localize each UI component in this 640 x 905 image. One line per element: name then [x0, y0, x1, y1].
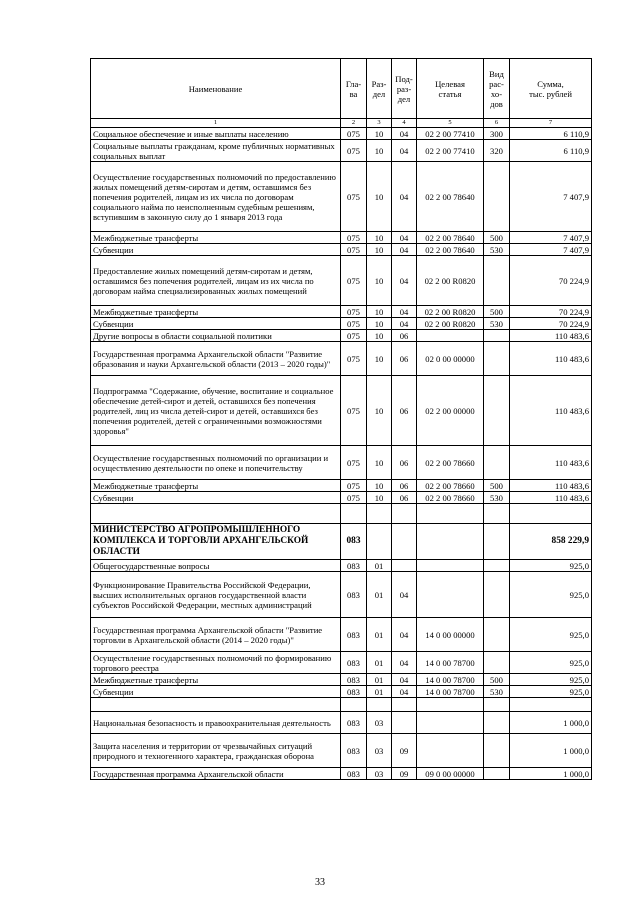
- target-cell: 02 2 00 77410: [417, 140, 484, 162]
- name-cell: Другие вопросы в области социальной политики: [91, 330, 341, 342]
- name-cell: Субвенции: [91, 318, 341, 330]
- vid-cell: 530: [484, 492, 510, 504]
- name-cell: Государственная программа Архангельской области "Развитие торговли в Архангельской области (2014 – 2020 годы)": [91, 618, 341, 652]
- glava-cell: 075: [341, 342, 367, 376]
- razdel-cell: 03: [367, 768, 392, 780]
- razdel-cell: 10: [367, 492, 392, 504]
- col-number: 7: [510, 119, 592, 128]
- vid-cell: 300: [484, 128, 510, 140]
- target-cell: 02 2 00 R0820: [417, 256, 484, 306]
- vid-cell: 530: [484, 318, 510, 330]
- podrazdel-cell: 09: [392, 734, 417, 768]
- header-name: Наименование: [91, 59, 341, 119]
- target-cell: 02 2 00 78660: [417, 480, 484, 492]
- sum-cell: 110 483,6: [510, 342, 592, 376]
- vid-cell: [484, 712, 510, 734]
- target-cell: 02 2 00 78660: [417, 446, 484, 480]
- glava-cell: 083: [341, 686, 367, 698]
- razdel-cell: 10: [367, 330, 392, 342]
- col-number: 1: [91, 119, 341, 128]
- glava-cell: 083: [341, 734, 367, 768]
- table-row: [91, 330, 592, 342]
- column-number-row: [91, 119, 592, 128]
- podrazdel-cell: 04: [392, 686, 417, 698]
- podrazdel-cell: 06: [392, 376, 417, 446]
- sum-cell: 110 483,6: [510, 492, 592, 504]
- sum-cell: 70 224,9: [510, 318, 592, 330]
- empty-cell: [392, 698, 417, 712]
- table-row: [91, 446, 592, 480]
- col-number: 5: [417, 119, 484, 128]
- razdel-cell: 10: [367, 342, 392, 376]
- col-number: 4: [392, 119, 417, 128]
- name-cell: Субвенции: [91, 244, 341, 256]
- podrazdel-cell: [392, 712, 417, 734]
- page-number: 33: [315, 877, 325, 888]
- sum-cell: 70 224,9: [510, 256, 592, 306]
- vid-cell: [484, 560, 510, 572]
- sum-cell: 6 110,9: [510, 140, 592, 162]
- vid-cell: 500: [484, 480, 510, 492]
- name-cell: Межбюджетные трансферты: [91, 480, 341, 492]
- vid-cell: [484, 256, 510, 306]
- target-cell: 02 2 00 78640: [417, 232, 484, 244]
- glava-cell: 075: [341, 318, 367, 330]
- empty-cell: [91, 698, 341, 712]
- name-cell: Межбюджетные трансферты: [91, 232, 341, 244]
- name-cell: Общегосударственные вопросы: [91, 560, 341, 572]
- sum-cell: 110 483,6: [510, 376, 592, 446]
- razdel-cell: 01: [367, 618, 392, 652]
- empty-cell: [367, 504, 392, 524]
- glava-cell: 083: [341, 712, 367, 734]
- glava-cell: 083: [341, 572, 367, 618]
- name-cell: Межбюджетные трансферты: [91, 306, 341, 318]
- sum-cell: 858 229,9: [510, 524, 592, 560]
- table-row: [91, 140, 592, 162]
- glava-cell: 083: [341, 618, 367, 652]
- target-cell: 02 2 00 77410: [417, 128, 484, 140]
- razdel-cell: 10: [367, 244, 392, 256]
- podrazdel-cell: 06: [392, 342, 417, 376]
- glava-cell: 075: [341, 330, 367, 342]
- table-row: [91, 480, 592, 492]
- name-cell: Национальная безопасность и правоохранительная деятельность: [91, 712, 341, 734]
- sum-cell: 925,0: [510, 560, 592, 572]
- table-row: [91, 376, 592, 446]
- table-row: [91, 306, 592, 318]
- empty-cell: [417, 504, 484, 524]
- target-cell: 14 0 00 78700: [417, 686, 484, 698]
- name-cell: Государственная программа Архангельской области: [91, 768, 341, 780]
- podrazdel-cell: 04: [392, 674, 417, 686]
- podrazdel-cell: 04: [392, 318, 417, 330]
- target-cell: 09 0 00 00000: [417, 768, 484, 780]
- razdel-cell: [367, 524, 392, 560]
- table-row: [91, 256, 592, 306]
- name-cell: Субвенции: [91, 492, 341, 504]
- vid-cell: [484, 734, 510, 768]
- table-row: [91, 318, 592, 330]
- vid-cell: [484, 524, 510, 560]
- sum-cell: 7 407,9: [510, 244, 592, 256]
- sum-cell: 1 000,0: [510, 734, 592, 768]
- vid-cell: 500: [484, 306, 510, 318]
- glava-cell: 075: [341, 256, 367, 306]
- podrazdel-cell: 06: [392, 330, 417, 342]
- razdel-cell: 03: [367, 734, 392, 768]
- glava-cell: 075: [341, 480, 367, 492]
- table-row: [91, 128, 592, 140]
- header-podrazdel: Под- раз- дел: [392, 59, 417, 119]
- document-page: [90, 58, 591, 780]
- glava-cell: 075: [341, 244, 367, 256]
- glava-cell: 083: [341, 524, 367, 560]
- name-cell: Осуществление государственных полномочий по формированию торгового реестра: [91, 652, 341, 674]
- vid-cell: [484, 618, 510, 652]
- name-cell: Осуществление государственных полномочий по организации и осуществлению деятельности по опеке и попечительству: [91, 446, 341, 480]
- podrazdel-cell: 09: [392, 768, 417, 780]
- budget-table: [90, 58, 592, 780]
- target-cell: [417, 734, 484, 768]
- sum-cell: 925,0: [510, 674, 592, 686]
- vid-cell: 320: [484, 140, 510, 162]
- target-cell: 02 2 00 78640: [417, 162, 484, 232]
- razdel-cell: 01: [367, 686, 392, 698]
- empty-cell: [510, 504, 592, 524]
- podrazdel-cell: [392, 524, 417, 560]
- glava-cell: 075: [341, 306, 367, 318]
- glava-cell: 083: [341, 674, 367, 686]
- razdel-cell: 10: [367, 446, 392, 480]
- razdel-cell: 10: [367, 318, 392, 330]
- vid-cell: [484, 768, 510, 780]
- table-row: [91, 686, 592, 698]
- target-cell: 14 0 00 78700: [417, 652, 484, 674]
- name-cell: Осуществление государственных полномочий по предоставлению жилых помещений детям-сиротам и детям, оставшимся без попечения родителей, лицам из их числа по договорам социального найма по неисполненным судебным решениям, вступившим в законную силу до 1 января 2013 года: [91, 162, 341, 232]
- podrazdel-cell: 04: [392, 306, 417, 318]
- podrazdel-cell: 04: [392, 256, 417, 306]
- name-cell: Государственная программа Архангельской области "Развитие образования и науки Архангельской области (2013 – 2020 годы)": [91, 342, 341, 376]
- table-row: [91, 712, 592, 734]
- glava-cell: 075: [341, 162, 367, 232]
- name-cell: Субвенции: [91, 686, 341, 698]
- table-row: [91, 674, 592, 686]
- blank-row: [91, 698, 592, 712]
- target-cell: 14 0 00 78700: [417, 674, 484, 686]
- table-row: [91, 652, 592, 674]
- target-cell: [417, 560, 484, 572]
- sum-cell: 110 483,6: [510, 330, 592, 342]
- sum-cell: 70 224,9: [510, 306, 592, 318]
- vid-cell: 530: [484, 244, 510, 256]
- header-target: Целевая статья: [417, 59, 484, 119]
- razdel-cell: 10: [367, 480, 392, 492]
- razdel-cell: 10: [367, 306, 392, 318]
- vid-cell: 500: [484, 232, 510, 244]
- empty-cell: [392, 504, 417, 524]
- blank-row: [91, 504, 592, 524]
- sum-cell: 110 483,6: [510, 480, 592, 492]
- name-cell: Предоставление жилых помещений детям-сиротам и детям, оставшимся без попечения родителей, лицам из их числа по договорам найма специализированных жилых помещений: [91, 256, 341, 306]
- empty-cell: [367, 698, 392, 712]
- table-body: [91, 128, 592, 780]
- vid-cell: [484, 162, 510, 232]
- col-number: 6: [484, 119, 510, 128]
- podrazdel-cell: 04: [392, 652, 417, 674]
- target-cell: [417, 524, 484, 560]
- sum-cell: 7 407,9: [510, 162, 592, 232]
- target-cell: 02 2 00 78660: [417, 492, 484, 504]
- glava-cell: 083: [341, 768, 367, 780]
- table-row: [91, 342, 592, 376]
- header-razdel: Раз- дел: [367, 59, 392, 119]
- sum-cell: 110 483,6: [510, 446, 592, 480]
- vid-cell: [484, 446, 510, 480]
- table-row: [91, 618, 592, 652]
- razdel-cell: 10: [367, 232, 392, 244]
- target-cell: 02 2 00 R0820: [417, 306, 484, 318]
- razdel-cell: 01: [367, 572, 392, 618]
- target-cell: 02 0 00 00000: [417, 342, 484, 376]
- target-cell: [417, 712, 484, 734]
- vid-cell: [484, 342, 510, 376]
- target-cell: [417, 330, 484, 342]
- empty-cell: [341, 504, 367, 524]
- table-row: [91, 560, 592, 572]
- name-cell: Межбюджетные трансферты: [91, 674, 341, 686]
- sum-cell: 925,0: [510, 618, 592, 652]
- glava-cell: 075: [341, 140, 367, 162]
- header-vid: Вид рас- хо- дов: [484, 59, 510, 119]
- table-row: [91, 492, 592, 504]
- col-number: 3: [367, 119, 392, 128]
- table-row: [91, 524, 592, 560]
- podrazdel-cell: 04: [392, 244, 417, 256]
- sum-cell: 1 000,0: [510, 712, 592, 734]
- razdel-cell: 10: [367, 162, 392, 232]
- vid-cell: 530: [484, 686, 510, 698]
- glava-cell: 075: [341, 446, 367, 480]
- empty-cell: [91, 504, 341, 524]
- sum-cell: 7 407,9: [510, 232, 592, 244]
- glava-cell: 083: [341, 560, 367, 572]
- razdel-cell: 03: [367, 712, 392, 734]
- table-row: [91, 572, 592, 618]
- glava-cell: 083: [341, 652, 367, 674]
- name-cell: Защита населения и территории от чрезвычайных ситуаций природного и техногенного характера, гражданская оборона: [91, 734, 341, 768]
- name-cell: Функционирование Правительства Российской Федерации, высших исполнительных органов государственной власти субъектов Российской Федерации, местных администраций: [91, 572, 341, 618]
- razdel-cell: 01: [367, 652, 392, 674]
- podrazdel-cell: 04: [392, 232, 417, 244]
- table-row: [91, 232, 592, 244]
- vid-cell: [484, 376, 510, 446]
- razdel-cell: 01: [367, 674, 392, 686]
- target-cell: 02 2 00 R0820: [417, 318, 484, 330]
- podrazdel-cell: 04: [392, 618, 417, 652]
- vid-cell: 500: [484, 674, 510, 686]
- table-row: [91, 244, 592, 256]
- podrazdel-cell: 04: [392, 128, 417, 140]
- razdel-cell: 01: [367, 560, 392, 572]
- empty-cell: [341, 698, 367, 712]
- empty-cell: [484, 504, 510, 524]
- name-cell: Социальное обеспечение и иные выплаты населению: [91, 128, 341, 140]
- name-cell: Социальные выплаты гражданам, кроме публичных нормативных социальных выплат: [91, 140, 341, 162]
- table-row: [91, 162, 592, 232]
- target-cell: 02 2 00 78640: [417, 244, 484, 256]
- podrazdel-cell: 04: [392, 572, 417, 618]
- podrazdel-cell: [392, 560, 417, 572]
- sum-cell: 925,0: [510, 572, 592, 618]
- header-row: [91, 59, 592, 119]
- vid-cell: [484, 572, 510, 618]
- empty-cell: [417, 698, 484, 712]
- vid-cell: [484, 330, 510, 342]
- podrazdel-cell: 06: [392, 492, 417, 504]
- podrazdel-cell: 04: [392, 140, 417, 162]
- empty-cell: [484, 698, 510, 712]
- podrazdel-cell: 04: [392, 162, 417, 232]
- target-cell: 02 2 00 00000: [417, 376, 484, 446]
- target-cell: 14 0 00 00000: [417, 618, 484, 652]
- glava-cell: 075: [341, 376, 367, 446]
- glava-cell: 075: [341, 492, 367, 504]
- razdel-cell: 10: [367, 128, 392, 140]
- name-cell: Подпрограмма "Содержание, обучение, воспитание и социальное обеспечение детей-сирот и детей, оставшихся без попечения родителей, лиц из числа детей-сирот и детей, оставшихся без попечения родителей, детей с ограниченными возможностями здоровья": [91, 376, 341, 446]
- name-cell: МИНИСТЕРСТВО АГРОПРОМЫШЛЕННОГО КОМПЛЕКСА И ТОРГОВЛИ АРХАНГЕЛЬСКОЙ ОБЛАСТИ: [91, 524, 341, 560]
- razdel-cell: 10: [367, 376, 392, 446]
- podrazdel-cell: 06: [392, 446, 417, 480]
- glava-cell: 075: [341, 128, 367, 140]
- sum-cell: 925,0: [510, 686, 592, 698]
- header-sum: Сумма, тыс. рублей: [510, 59, 592, 119]
- table-row: [91, 734, 592, 768]
- razdel-cell: 10: [367, 140, 392, 162]
- empty-cell: [510, 698, 592, 712]
- sum-cell: 925,0: [510, 652, 592, 674]
- col-number: 2: [341, 119, 367, 128]
- podrazdel-cell: 06: [392, 480, 417, 492]
- target-cell: [417, 572, 484, 618]
- header-glava: Гла- ва: [341, 59, 367, 119]
- sum-cell: 1 000,0: [510, 768, 592, 780]
- sum-cell: 6 110,9: [510, 128, 592, 140]
- razdel-cell: 10: [367, 256, 392, 306]
- table-row: [91, 768, 592, 780]
- glava-cell: 075: [341, 232, 367, 244]
- vid-cell: [484, 652, 510, 674]
